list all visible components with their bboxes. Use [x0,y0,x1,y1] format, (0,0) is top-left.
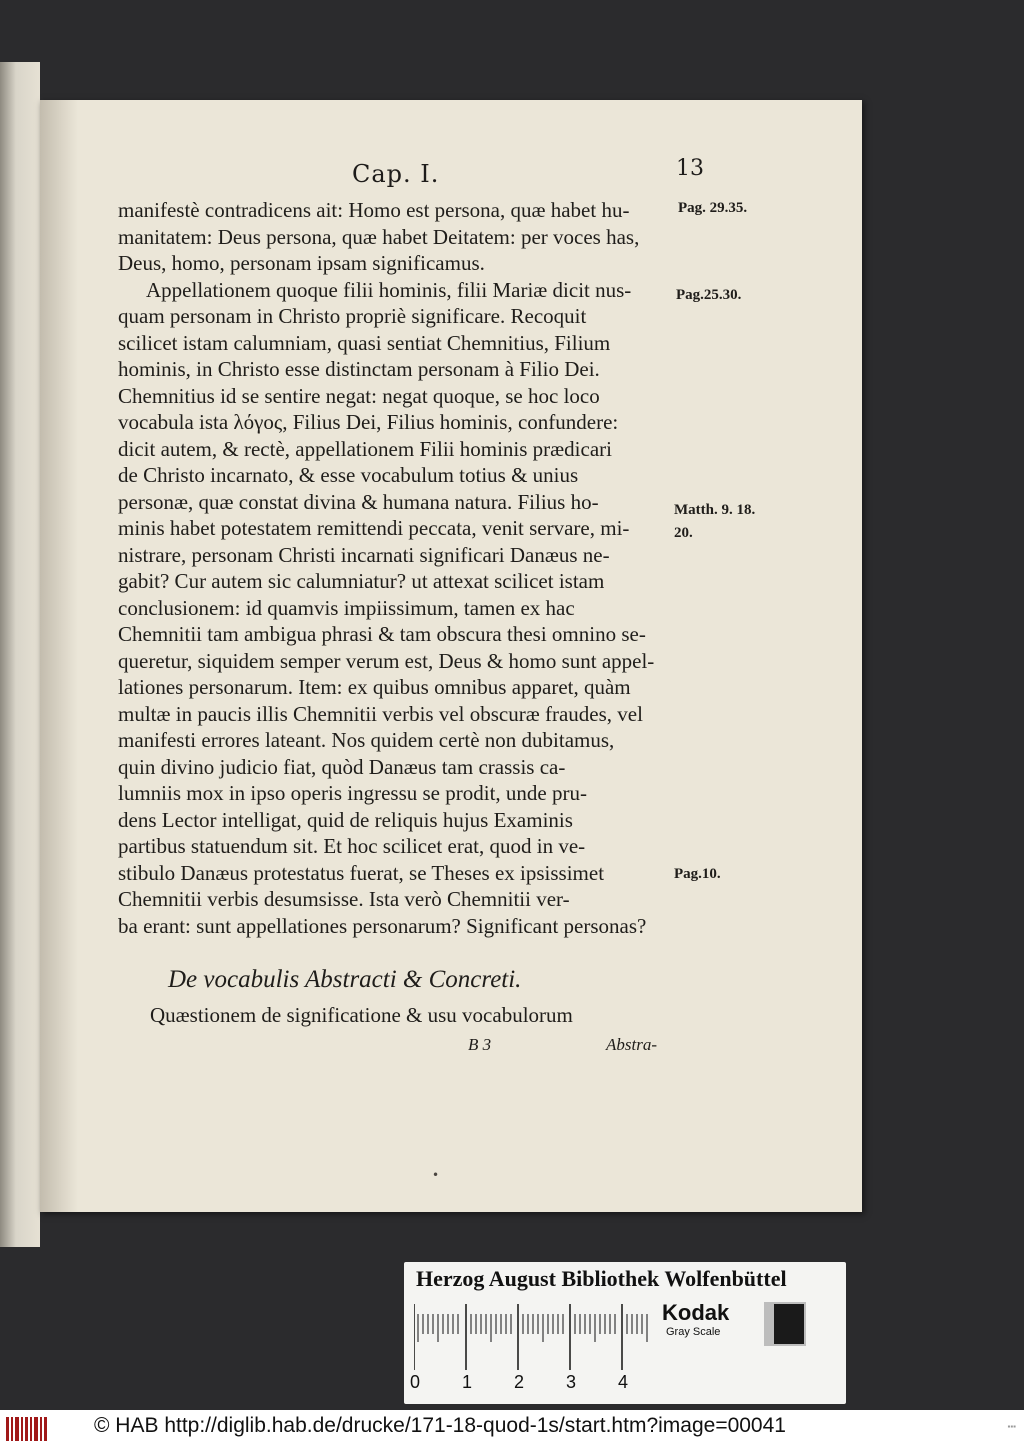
text-line: nistrare, personam Christi incarnati significari Danæus ne- [118,542,610,567]
color-calibration-card [404,1262,846,1404]
black-patch [774,1304,804,1344]
text-line: conclusionem: id quamvis impiissimum, tamen ex hac [118,595,575,620]
margin-note: 20. [674,525,693,541]
text-line: hominis, in Christo esse distinctam personam à Filio Dei. [118,357,600,381]
facing-page-edge [0,62,40,1247]
text-line: scilicet istam calumniam, quasi sentiat Chemnitius, Filium [118,330,611,355]
footer-url-text: © HAB http://diglib.hab.de/drucke/171-18-quod-1s/start.htm?image=00041 [94,1414,786,1437]
text-line: personæ, quæ constat divina & humana natura. Filius ho- [118,489,599,514]
text-line: minis habet potestatem remittendi peccata, venit servare, mi- [118,516,630,540]
section-heading: De vocabulis Abstracti & Concreti. [168,966,522,993]
text-line: vocabula ista λόγος, Filius Dei, Filius hominis, confundere: [118,410,619,434]
text-line: stibulo Danæus protestatus fuerat, se Theses ex ipsissimet [118,860,605,885]
text-line: Deus, homo, personam ipsam significamus. [118,251,485,275]
text-line: Chemnitius id se sentire negat: negat quoque, se hoc loco [118,383,600,408]
text-line: partibus statuendum sit. Et hoc scilicet erat, quod in ve- [118,834,586,858]
gray-scale-label: Gray Scale [666,1326,721,1338]
footer-mark: ▪▪▪ [1007,1422,1016,1431]
margin-note: Pag. 29.35. [678,200,748,216]
margin-note: Pag.25.30. [676,287,742,303]
page-gutter-shadow [40,100,78,1212]
ornament-mark: • [432,1168,440,1182]
margin-note: Matth. 9. 18. [674,502,756,518]
text-line: multæ in paucis illis Chemnitii verbis vel obscuræ fraudes, vel [118,701,643,726]
library-name: Herzog August Bibliothek Wolfenbüttel [416,1266,787,1291]
running-head: Cap. I. [352,160,440,188]
hab-logo-icon [4,1413,48,1445]
ruler-number: 3 [566,1372,577,1392]
catchword: Abstra- [606,1035,657,1054]
text-line: Quæstionem de significatione & usu vocabulorum [150,1003,573,1027]
ruler-scale [414,1302,654,1372]
ruler-number: 4 [618,1372,629,1392]
text-line: Chemnitii verbis desumsisse. Ista verò Chemnitii ver- [118,887,570,911]
body-text [118,197,670,939]
kodak-logo: Kodak [662,1300,730,1325]
text-line: dicit autem, & rectè, appellationem Filii hominis prædicari [118,436,612,461]
text-line: lumniis mox in ipso operis ingressu se prodit, unde pru- [118,781,587,805]
text-line: ba erant: sunt appellationes personarum? Significant personas? [118,913,647,938]
page-number: 13 [676,156,704,181]
text-line: manifestè contradicens ait: Homo est persona, quæ habet hu- [118,198,630,222]
text-line: Chemnitii tam ambigua phrasi & tam obscura thesi omnino se- [118,622,646,646]
ruler-number: 2 [514,1372,525,1392]
text-line: de Christo incarnato, & esse vocabulum totius & unius [118,463,579,487]
margin-note: Pag.10. [674,866,721,882]
footer-bar [0,1410,1024,1449]
text-line: manitatem: Deus persona, quæ habet Deitatem: per voces has, [118,224,640,249]
ruler-number: 1 [462,1372,473,1392]
text-line: Appellationem quoque filii hominis, filii Mariæ dicit nus- [146,277,632,302]
text-line: quam personam in Christo propriè significare. Recoquit [118,304,587,328]
text-line: lationes personarum. Item: ex quibus omnibus apparet, quàm [118,675,631,699]
text-line: dens Lector intelligat, quid de reliquis hujus Examinis [118,807,573,832]
signature-mark: B 3 [468,1035,492,1054]
text-line: quin divino judicio fiat, quòd Danæus tam crassis ca- [118,754,566,779]
text-line: manifesti errores lateant. Nos quidem certè non dubitamus, [118,728,615,752]
text-line: gabit? Cur autem sic calumniatur? ut attexat scilicet istam [118,569,605,593]
ruler-number: 0 [410,1372,421,1392]
text-line: queretur, siquidem semper verum est, Deus & homo sunt appel- [118,648,655,673]
